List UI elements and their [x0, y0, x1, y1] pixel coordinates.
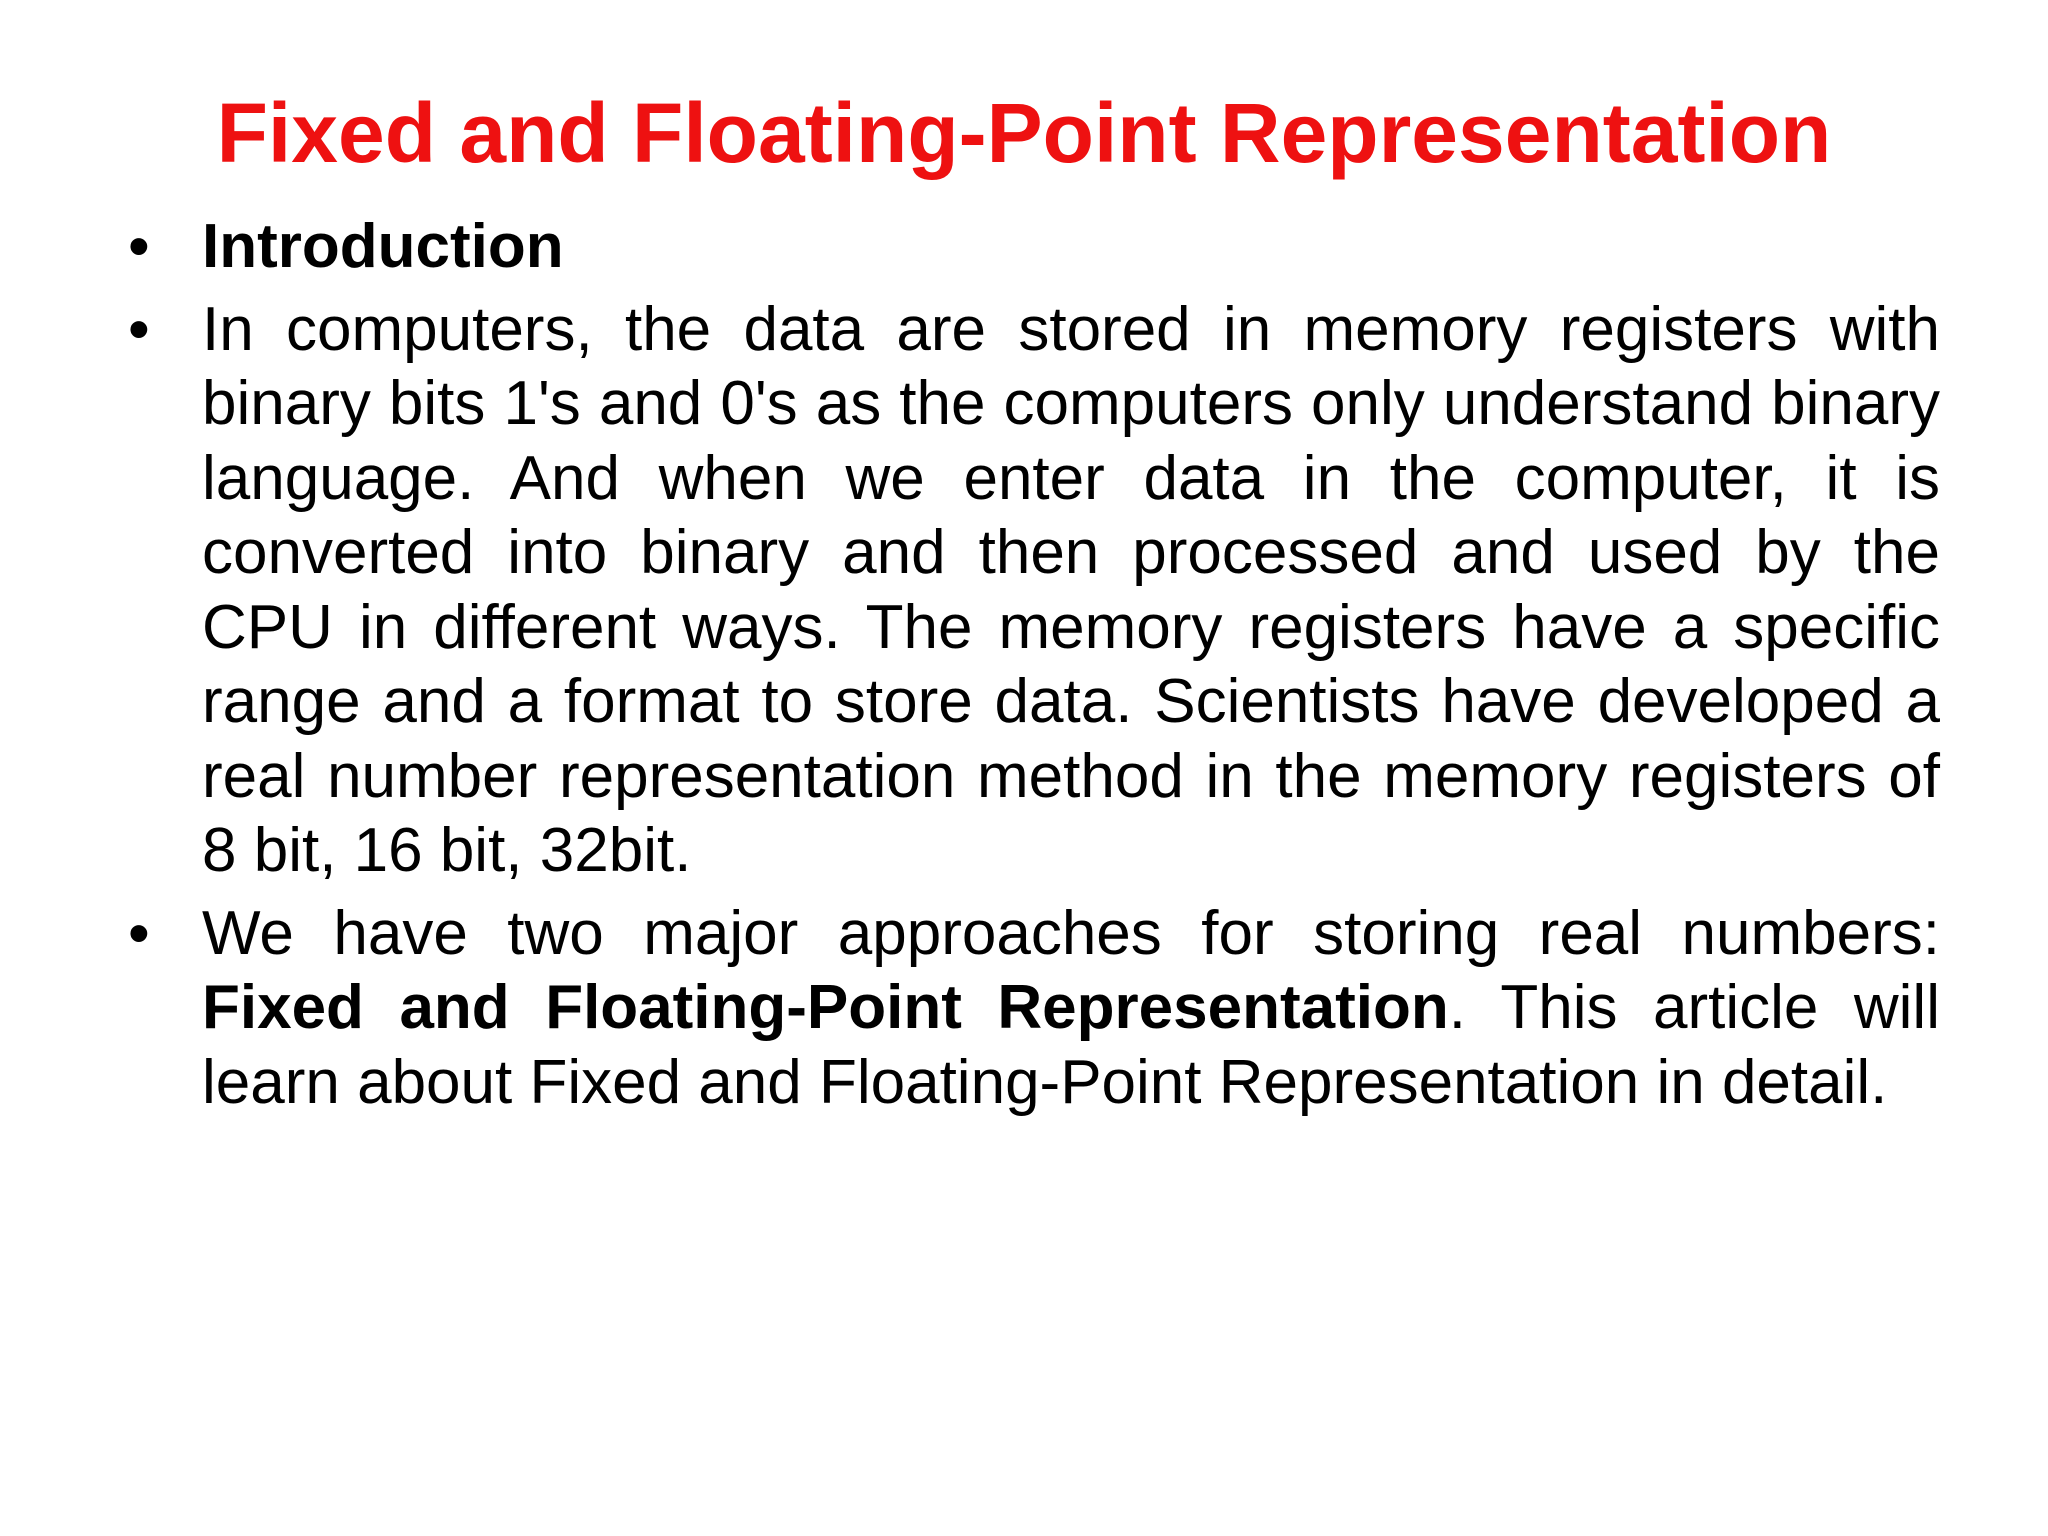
- bullet-item-computers-data: [120, 293, 1940, 889]
- bullet-item-approaches: [120, 897, 1940, 1121]
- bullet-list: [120, 210, 1940, 1128]
- bullet-text-introduction: Introduction: [202, 212, 564, 281]
- bullet-dot-icon: •: [128, 294, 150, 364]
- bullet-text-approaches-lead: We have two major approaches for storing real numbers:: [202, 898, 1940, 968]
- bullet-text-approaches-tail: . This article will learn about Fixed and Floating-Point Representation in detail.: [202, 973, 1940, 1117]
- bullet-text-approaches: [202, 897, 1940, 1121]
- bullet-dot-icon: •: [128, 898, 150, 968]
- bullet-text-computers-data: In computers, the data are stored in memory registers with binary bits 1's and 0's as the computers only understand binary language. And when we enter data in the computer, it is converted into binary and then processed and used by the CPU in different ways. The memory registers have a specific range and a format to store data. Scientists have developed a real number representation method in the memory registers of 8 bit, 16 bit, 32bit.: [202, 294, 1940, 885]
- bullet-text-approaches-emphasis: Fixed and Floating-Point Representation: [202, 973, 1449, 1042]
- bullet-item-introduction: [120, 210, 1940, 285]
- bullet-dot-icon: •: [128, 212, 150, 281]
- slide-title: Fixed and Floating-Point Representation: [216, 86, 1832, 180]
